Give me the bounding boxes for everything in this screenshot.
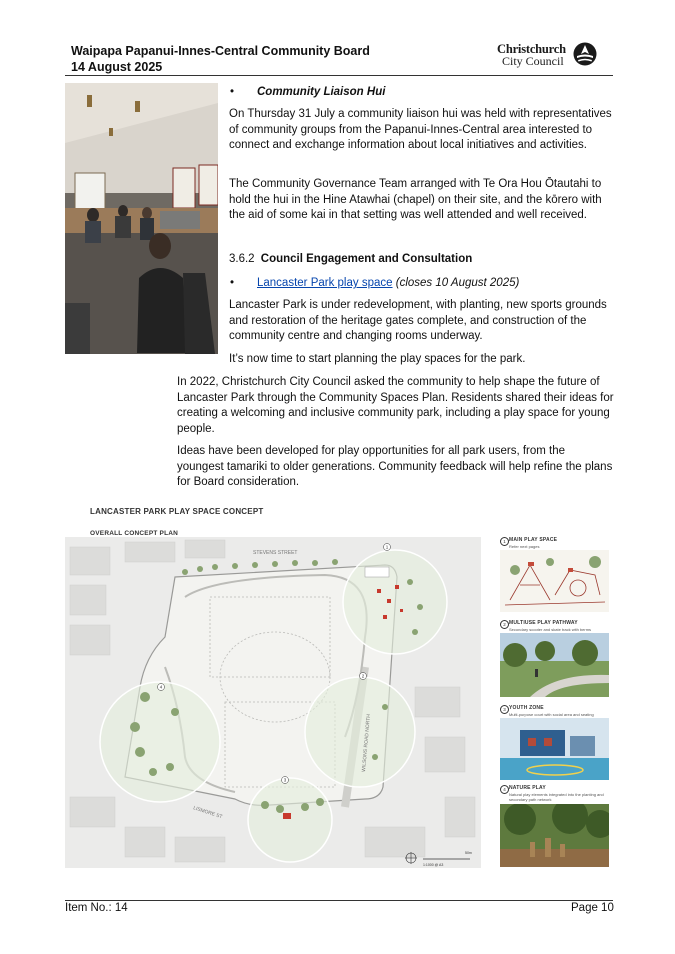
lancaster-park-link[interactable]: Lancaster Park play space xyxy=(257,277,393,289)
council-emblem-icon xyxy=(573,42,597,66)
zone-sub-2: Secondary scooter and skate track with berms xyxy=(509,627,592,632)
page-number: Page 10 xyxy=(571,902,614,914)
plan-subtitle: OVERALL CONCEPT PLAN xyxy=(90,530,179,537)
section-number: 3.6.2 xyxy=(229,253,255,265)
zone-number-2: 2 xyxy=(500,620,509,629)
engagement-paragraph-2: It’s now time to start planning the play spaces for the park. xyxy=(229,353,526,365)
zone-title-2: MULTIUSE PLAY PATHWAY xyxy=(509,620,578,626)
svg-text:2: 2 xyxy=(361,673,365,679)
zone-number-4: 4 xyxy=(500,785,509,794)
liaison-paragraph-1: On Thursday 31 July a community liaison hui was held with representatives of community groups from the Papanui-Innes-Central area interested to connect and exchange information about local initiatives and activities. xyxy=(229,108,612,151)
engagement-paragraph-3: In 2022, Christchurch City Council asked the community to help shape the future of Lancaster Park through the Community Spaces Plan. Residents shared their ideas for creating a welcoming and inclusive community park, including a play space for young people. xyxy=(177,376,614,435)
zone-number-1: 1 xyxy=(500,537,509,546)
street-label-bottom: LISMORE ST xyxy=(192,805,224,821)
engagement-paragraph-4: Ideas have been developed for play opportunities for all park users, from the youngest tamariki to older generations. Community feedback will help refine the plans for Board consideration. xyxy=(177,445,613,488)
board-title: Waipapa Papanui-Innes-Central Community Board xyxy=(71,44,370,58)
liaison-heading: • Community Liaison Hui xyxy=(257,85,385,100)
multiuse-pathway-photo xyxy=(500,633,609,697)
section-title: Council Engagement and Consultation xyxy=(260,253,473,265)
main-play-space-sketch xyxy=(500,550,609,612)
meeting-date: 14 August 2025 xyxy=(71,60,163,74)
logo-line-2: City Council xyxy=(502,54,564,68)
footer-divider xyxy=(65,900,613,901)
liaison-paragraph-2: The Community Governance Team arranged with Te Ora Hou Ōtautahi to hold the hui in the Hine Atawhai (chapel) on their site, and the kōrero with the aid of some kai in that setting was well attended and well received. xyxy=(229,178,602,221)
street-label-top: STEVENS STREET xyxy=(253,550,298,556)
svg-text:1: 1 xyxy=(385,544,389,550)
consultation-item xyxy=(257,276,519,291)
youth-zone-photo xyxy=(500,718,609,780)
engagement-paragraph-1: Lancaster Park is under redevelopment, with planting, new sports grounds and restoration of the heritage gates complete, and construction of the community centre and changing rooms underway. xyxy=(229,299,607,342)
header-divider xyxy=(65,75,613,76)
zone-sub-1: Refer next pages xyxy=(509,544,540,549)
zone-sub-3: Multi-purpose court with social area and seating xyxy=(509,712,594,717)
closing-date: (closes 10 August 2025) xyxy=(395,277,520,289)
zone-sub-4: Natural play elements integrated into the planting and secondary path network xyxy=(509,792,604,802)
scale-end: 50m xyxy=(465,851,472,855)
section-heading-3-6-2 xyxy=(229,253,472,265)
logo-line-1: Christchurch xyxy=(497,42,566,56)
zone-title-3: YOUTH ZONE xyxy=(509,705,544,711)
zone-title-4: NATURE PLAY xyxy=(509,785,546,791)
plan-title: LANCASTER PARK PLAY SPACE CONCEPT xyxy=(90,507,264,516)
concept-plan-map xyxy=(65,537,481,868)
svg-text:3: 3 xyxy=(283,777,287,783)
street-label-right: WILSONS ROAD NORTH xyxy=(361,713,373,773)
hui-photo xyxy=(65,83,218,354)
zone-number-3: 3 xyxy=(500,705,509,714)
scale-note: 1:1000 @ A3 xyxy=(423,863,444,867)
svg-text:4: 4 xyxy=(159,684,163,690)
zone-title-1: MAIN PLAY SPACE xyxy=(509,537,558,543)
council-logo xyxy=(497,42,607,68)
item-number: Item No.: 14 xyxy=(65,902,128,914)
nature-play-photo xyxy=(500,804,609,867)
